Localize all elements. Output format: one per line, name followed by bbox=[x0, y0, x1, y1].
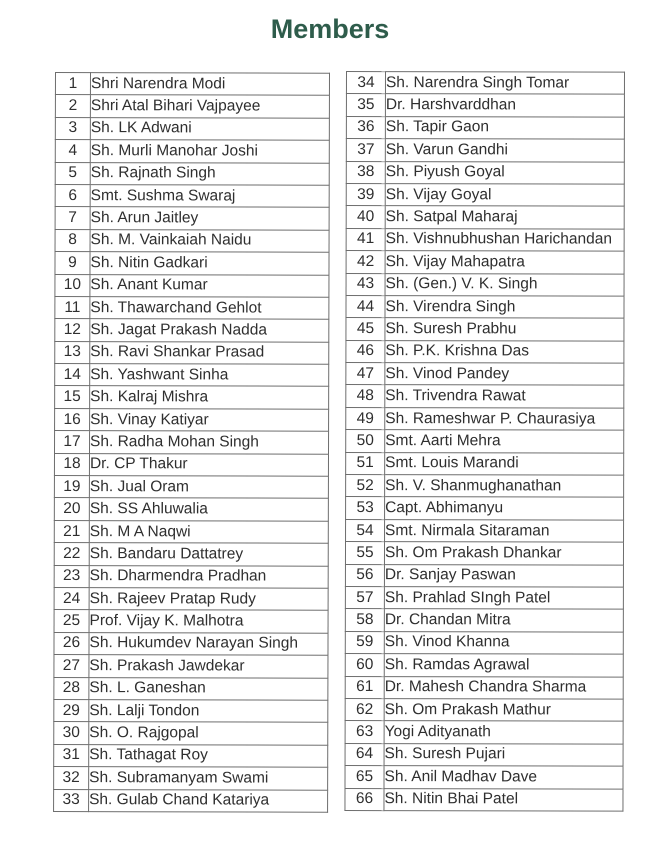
member-row bbox=[55, 341, 329, 364]
member-number-cell: 6 bbox=[55, 184, 90, 206]
member-row bbox=[346, 295, 624, 318]
member-name-cell: Sh. SS Ahluwalia bbox=[89, 498, 328, 521]
member-name-cell: Sh. Vishnubhushan Harichandan bbox=[385, 228, 624, 251]
member-row bbox=[346, 116, 624, 139]
member-row bbox=[55, 386, 329, 409]
member-row bbox=[345, 609, 623, 632]
member-number-cell: 55 bbox=[345, 542, 384, 564]
member-name-cell: Sh. Virendra Singh bbox=[385, 295, 624, 318]
member-name-cell: Sh. Jual Oram bbox=[89, 476, 328, 499]
member-name-cell: Sh. V. Shanmughanathan bbox=[385, 475, 624, 498]
member-name-cell: Sh. Prakash Jawdekar bbox=[89, 655, 328, 678]
member-row bbox=[54, 677, 328, 700]
member-row bbox=[55, 296, 329, 319]
member-number-cell: 62 bbox=[345, 698, 384, 720]
member-number-cell: 65 bbox=[345, 766, 384, 788]
member-number-cell: 15 bbox=[55, 386, 90, 408]
member-number-cell: 36 bbox=[346, 116, 385, 138]
member-name-cell: Shri Atal Bihari Vajpayee bbox=[90, 95, 329, 118]
member-row bbox=[346, 183, 624, 206]
member-name-cell: Sh. Om Prakash Mathur bbox=[384, 699, 623, 722]
member-name-cell: Sh. L. Ganeshan bbox=[89, 677, 328, 700]
member-number-cell: 22 bbox=[54, 543, 89, 565]
page-title: Members bbox=[270, 14, 390, 44]
member-row bbox=[345, 586, 623, 609]
member-name-cell: Sh. Om Prakash Dhankar bbox=[384, 542, 623, 565]
member-number-cell: 63 bbox=[345, 721, 384, 743]
member-number-cell: 43 bbox=[346, 273, 385, 295]
member-number-cell: 17 bbox=[55, 431, 90, 453]
member-row bbox=[54, 722, 328, 745]
member-name-cell: Sh. Anant Kumar bbox=[90, 274, 329, 297]
member-row bbox=[346, 452, 624, 475]
member-name-cell: Sh. Murli Manohar Joshi bbox=[90, 140, 329, 163]
member-number-cell: 40 bbox=[346, 206, 385, 228]
member-number-cell: 1 bbox=[55, 73, 90, 95]
member-name-cell: Sh. Rameshwar P. Chaurasiya bbox=[385, 407, 624, 430]
member-row bbox=[54, 543, 328, 566]
member-number-cell: 32 bbox=[54, 767, 89, 789]
member-name-cell: Yogi Adityanath bbox=[384, 721, 623, 744]
member-row bbox=[55, 117, 329, 140]
member-name-cell: Dr. Chandan Mitra bbox=[384, 609, 623, 632]
member-number-cell: 57 bbox=[345, 586, 384, 608]
member-row bbox=[55, 140, 329, 163]
member-number-cell: 20 bbox=[54, 498, 89, 520]
member-number-cell: 9 bbox=[55, 252, 90, 274]
member-name-cell: Sh. Rajeev Pratap Rudy bbox=[89, 588, 328, 611]
member-row bbox=[346, 385, 624, 408]
member-row bbox=[55, 431, 329, 454]
member-number-cell: 26 bbox=[54, 632, 89, 654]
member-name-cell: Sh. Varun Gandhi bbox=[385, 139, 624, 162]
member-number-cell: 42 bbox=[346, 251, 385, 273]
member-name-cell: Sh. Vijay Goyal bbox=[385, 184, 624, 207]
member-number-cell: 44 bbox=[346, 295, 385, 317]
member-row bbox=[346, 206, 624, 229]
member-number-cell: 24 bbox=[54, 587, 89, 609]
member-number-cell: 31 bbox=[54, 744, 89, 766]
member-name-cell: Dr. Mahesh Chandra Sharma bbox=[384, 676, 623, 699]
member-number-cell: 58 bbox=[345, 609, 384, 631]
member-name-cell: Smt. Nirmala Sitaraman bbox=[385, 519, 624, 542]
member-row bbox=[345, 654, 623, 677]
member-row bbox=[346, 251, 624, 274]
member-name-cell: Sh. Prahlad SIngh Patel bbox=[384, 587, 623, 610]
member-row bbox=[346, 497, 624, 520]
member-number-cell: 7 bbox=[55, 207, 90, 229]
member-row bbox=[345, 766, 623, 789]
member-name-cell: Sh. Suresh Prabhu bbox=[385, 318, 624, 341]
member-row bbox=[55, 95, 329, 118]
member-row bbox=[346, 139, 624, 162]
member-number-cell: 29 bbox=[54, 699, 89, 721]
member-row bbox=[346, 318, 624, 341]
member-name-cell: Dr. Sanjay Paswan bbox=[384, 564, 623, 587]
member-name-cell: Sh. Piyush Goyal bbox=[385, 161, 624, 184]
member-number-cell: 54 bbox=[346, 519, 385, 541]
member-row bbox=[55, 73, 329, 96]
member-row bbox=[55, 207, 329, 230]
member-number-cell: 64 bbox=[345, 743, 384, 765]
member-number-cell: 16 bbox=[55, 408, 90, 430]
member-row bbox=[346, 519, 624, 542]
member-number-cell: 27 bbox=[54, 655, 89, 677]
member-name-cell: Sh. Narendra Singh Tomar bbox=[385, 72, 624, 95]
member-row bbox=[345, 564, 623, 587]
member-row bbox=[346, 430, 624, 453]
member-name-cell: Sh. Anil Madhav Dave bbox=[384, 766, 623, 789]
member-number-cell: 41 bbox=[346, 228, 385, 250]
member-name-cell: Sh. Ramdas Agrawal bbox=[384, 654, 623, 677]
member-name-cell: Capt. Abhimanyu bbox=[385, 497, 624, 520]
member-number-cell: 61 bbox=[345, 676, 384, 698]
member-number-cell: 50 bbox=[346, 430, 385, 452]
member-number-cell: 45 bbox=[346, 318, 385, 340]
members-table-right-body bbox=[345, 72, 625, 811]
member-row bbox=[346, 72, 624, 95]
member-number-cell: 18 bbox=[54, 453, 89, 475]
member-number-cell: 14 bbox=[55, 364, 90, 386]
members-table-right bbox=[344, 71, 625, 811]
member-number-cell: 53 bbox=[346, 497, 385, 519]
member-name-cell: Sh. M A Naqwi bbox=[89, 520, 328, 543]
member-name-cell: Sh. (Gen.) V. K. Singh bbox=[385, 273, 624, 296]
member-name-cell: Dr. Harshvarddhan bbox=[385, 94, 624, 117]
member-name-cell: Sh. Vinay Katiyar bbox=[90, 408, 329, 431]
member-row bbox=[54, 767, 328, 790]
member-row bbox=[346, 273, 624, 296]
member-name-cell: Sh. Suresh Pujari bbox=[384, 743, 623, 766]
member-name-cell: Smt. Sushma Swaraj bbox=[90, 185, 329, 208]
member-number-cell: 3 bbox=[55, 117, 90, 139]
member-number-cell: 4 bbox=[55, 140, 90, 162]
member-number-cell: 5 bbox=[55, 162, 90, 184]
member-name-cell: Sh. Dharmendra Pradhan bbox=[89, 565, 328, 588]
member-row bbox=[55, 364, 329, 387]
member-row bbox=[345, 743, 623, 766]
member-row bbox=[345, 788, 623, 811]
member-row bbox=[345, 631, 623, 654]
member-name-cell: Sh. Radha Mohan Singh bbox=[90, 431, 329, 454]
member-row bbox=[54, 744, 328, 767]
member-name-cell: Sh. Tapir Gaon bbox=[385, 116, 624, 139]
member-number-cell: 19 bbox=[54, 476, 89, 498]
member-row bbox=[54, 453, 328, 476]
member-row bbox=[346, 340, 624, 363]
member-name-cell: Sh. Yashwant Sinha bbox=[90, 364, 329, 387]
member-number-cell: 37 bbox=[346, 139, 385, 161]
member-number-cell: 52 bbox=[346, 475, 385, 497]
member-row bbox=[54, 498, 328, 521]
member-number-cell: 25 bbox=[54, 610, 89, 632]
member-name-cell: Sh. Rajnath Singh bbox=[90, 162, 329, 185]
member-number-cell: 38 bbox=[346, 161, 385, 183]
member-name-cell: Sh. Subramanyam Swami bbox=[89, 767, 328, 790]
member-name-cell: Smt. Aarti Mehra bbox=[385, 430, 624, 453]
member-row bbox=[55, 408, 329, 431]
member-name-cell: Sh. Vinod Pandey bbox=[385, 363, 624, 386]
member-number-cell: 49 bbox=[346, 407, 385, 429]
member-name-cell: Smt. Louis Marandi bbox=[385, 452, 624, 475]
member-name-cell: Sh. O. Rajgopal bbox=[89, 722, 328, 745]
member-name-cell: Sh. Nitin Gadkari bbox=[90, 252, 329, 275]
member-number-cell: 39 bbox=[346, 183, 385, 205]
member-number-cell: 47 bbox=[346, 363, 385, 385]
member-number-cell: 46 bbox=[346, 340, 385, 362]
member-row bbox=[55, 274, 329, 297]
member-number-cell: 56 bbox=[345, 564, 384, 586]
member-name-cell: Sh. Gulab Chand Katariya bbox=[89, 789, 328, 812]
member-name-cell: Sh. Vinod Khanna bbox=[384, 631, 623, 654]
member-number-cell: 35 bbox=[346, 94, 385, 116]
member-name-cell: Sh. Ravi Shankar Prasad bbox=[90, 341, 329, 364]
member-row bbox=[345, 698, 623, 721]
member-number-cell: 12 bbox=[55, 319, 90, 341]
member-row bbox=[346, 475, 624, 498]
member-row bbox=[55, 319, 329, 342]
member-name-cell: Prof. Vijay K. Malhotra bbox=[89, 610, 328, 633]
member-row bbox=[54, 476, 328, 499]
member-number-cell: 21 bbox=[54, 520, 89, 542]
member-row bbox=[55, 229, 329, 252]
member-name-cell: Sh. Lalji Tondon bbox=[89, 700, 328, 723]
member-number-cell: 11 bbox=[55, 296, 90, 318]
member-row bbox=[54, 610, 328, 633]
member-name-cell: Sh. Jagat Prakash Nadda bbox=[90, 319, 329, 342]
member-row bbox=[55, 162, 329, 185]
member-name-cell: Sh. Satpal Maharaj bbox=[385, 206, 624, 229]
member-name-cell: Dr. CP Thakur bbox=[89, 453, 328, 476]
member-name-cell: Shri Narendra Modi bbox=[90, 73, 329, 96]
member-row bbox=[54, 699, 328, 722]
member-name-cell: Sh. P.K. Krishna Das bbox=[385, 340, 624, 363]
member-row bbox=[55, 252, 329, 275]
member-number-cell: 51 bbox=[346, 452, 385, 474]
member-row bbox=[346, 94, 624, 117]
member-number-cell: 59 bbox=[345, 631, 384, 653]
member-name-cell: Sh. M. Vainkaiah Naidu bbox=[90, 229, 329, 252]
member-number-cell: 23 bbox=[54, 565, 89, 587]
member-number-cell: 10 bbox=[55, 274, 90, 296]
member-name-cell: Sh. LK Adwani bbox=[90, 117, 329, 140]
member-number-cell: 28 bbox=[54, 677, 89, 699]
member-row bbox=[345, 542, 623, 565]
member-name-cell: Sh. Vijay Mahapatra bbox=[385, 251, 624, 274]
members-table-left-body bbox=[54, 73, 330, 813]
member-row bbox=[346, 161, 624, 184]
member-number-cell: 33 bbox=[54, 789, 89, 811]
member-number-cell: 66 bbox=[345, 788, 384, 810]
member-name-cell: Sh. Thawarchand Gehlot bbox=[90, 296, 329, 319]
member-name-cell: Sh. Tathagat Roy bbox=[89, 744, 328, 767]
member-name-cell: Sh. Trivendra Rawat bbox=[385, 385, 624, 408]
member-number-cell: 30 bbox=[54, 722, 89, 744]
member-name-cell: Sh. Kalraj Mishra bbox=[90, 386, 329, 409]
member-row bbox=[346, 363, 624, 386]
member-row bbox=[54, 632, 328, 655]
member-row bbox=[346, 407, 624, 430]
member-row bbox=[54, 520, 328, 543]
members-table-left bbox=[53, 72, 330, 813]
member-name-cell: Sh. Arun Jaitley bbox=[90, 207, 329, 230]
member-number-cell: 2 bbox=[55, 95, 90, 117]
member-row bbox=[345, 721, 623, 744]
member-number-cell: 48 bbox=[346, 385, 385, 407]
member-number-cell: 34 bbox=[346, 72, 385, 94]
member-number-cell: 13 bbox=[55, 341, 90, 363]
member-row bbox=[55, 184, 329, 207]
member-name-cell: Sh. Hukumdev Narayan Singh bbox=[89, 632, 328, 655]
member-name-cell: Sh. Bandaru Dattatrey bbox=[89, 543, 328, 566]
member-row bbox=[54, 565, 328, 588]
member-row bbox=[54, 655, 328, 678]
member-name-cell: Sh. Nitin Bhai Patel bbox=[384, 788, 623, 811]
member-number-cell: 60 bbox=[345, 654, 384, 676]
member-row bbox=[54, 587, 328, 610]
member-row bbox=[346, 228, 624, 251]
member-row bbox=[54, 789, 328, 812]
member-number-cell: 8 bbox=[55, 229, 90, 251]
member-row bbox=[345, 676, 623, 699]
